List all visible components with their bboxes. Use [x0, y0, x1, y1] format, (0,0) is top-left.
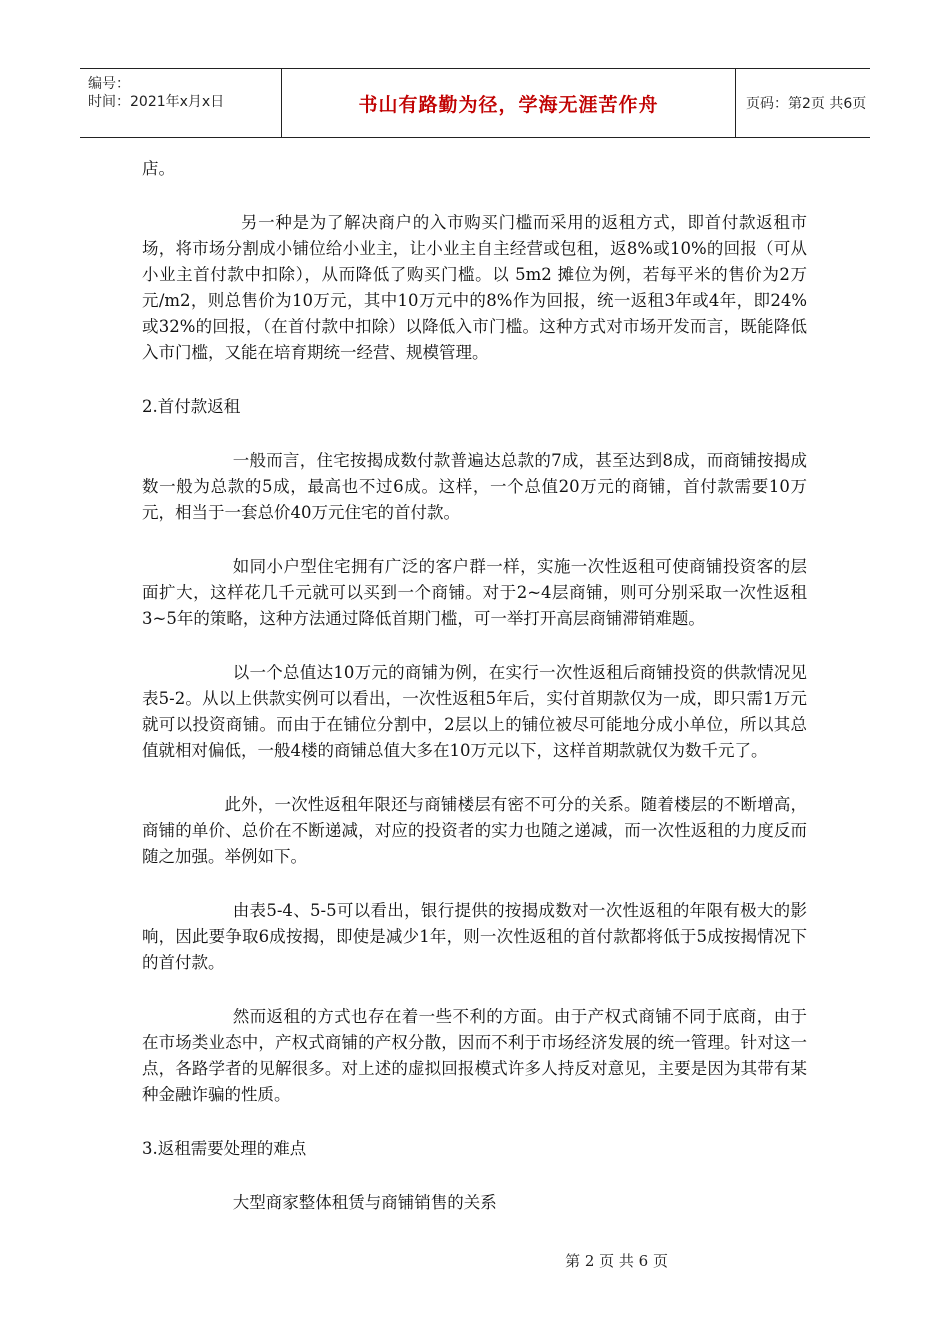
- page-header: [80, 68, 870, 138]
- number-label: 编号：: [88, 76, 130, 92]
- sub-heading: 大型商家整体租赁与商铺销售的关系: [232, 1193, 497, 1212]
- header-page-info: 页码：第2页 共6页: [746, 96, 867, 112]
- header-meta: [80, 69, 281, 137]
- paragraph: 另一种是为了解决商户的入市购买门槛而采用的返租方式，即首付款返租市场，将市场分割成小铺位给小业主，让小业主自主经营或包租，返8%或10%的回报（可从小业主首付款中扣除），从而降低了购买门槛。以 5m2 摊位为例，若每平米的售价为2万元/m2，则总售价为10万元，其中10万元中的8%作为回报，统一返租3年或4年，即24%或32%的回报，（在首付款中扣除）以降低入市门槛。这种方式对市场开发而言，既能降低入市门槛，又能在培育期统一经营、规模管理。: [142, 213, 807, 362]
- date-label: 时间：2021年x月x日: [88, 94, 225, 110]
- paragraph: 此外，一次性返租年限还与商铺楼层有密不可分的关系。随着楼层的不断增高，商铺的单价、总价在不断递减，对应的投资者的实力也随之递减，而一次性返租的力度反而随之加强。举例如下。: [142, 795, 807, 866]
- section-heading: 3.返租需要处理的难点: [142, 1139, 307, 1158]
- paragraph: 由表5-4、5-5可以看出，银行提供的按揭成数对一次性返租的年限有极大的影响，因此要争取6成按揭，即使是减少1年，则一次性返租的首付款都将低于5成按揭情况下的首付款。: [142, 901, 807, 972]
- section-heading: 2.首付款返租: [142, 397, 241, 416]
- page-footer: 第 2 页 共 6 页: [565, 1252, 668, 1270]
- header-motto: 书山有路勤为径，学海无涯苦作舟: [281, 69, 736, 137]
- paragraph: 然而返租的方式也存在着一些不利的方面。由于产权式商铺不同于底商，由于在市场类业态中，产权式商铺的产权分散，因而不利于市场经济发展的统一管理。针对这一点，各路学者的见解很多。对上述的虚拟回报模式许多人持反对意见，主要是因为其带有某种金融诈骗的性质。: [142, 1007, 807, 1104]
- paragraph-continuation: 店。: [142, 159, 175, 178]
- paragraph: 以一个总值达10万元的商铺为例，在实行一次性返租后商铺投资的供款情况见表5-2。从以上供款实例可以看出，一次性返租5年后，实付首期款仅为一成，即只需1万元就可以投资商铺。而由于在铺位分割中，2层以上的铺位被尽可能地分成小单位，所以其总值就相对偏低，一般4楼的商铺总值大多在10万元以下，这样首期款就仅为数千元了。: [142, 663, 807, 760]
- paragraph: 一般而言，住宅按揭成数付款普遍达总款的7成，甚至达到8成，而商铺按揭成数一般为总款的5成，最高也不过6成。这样，一个总值20万元的商铺，首付款需要10万元，相当于一套总价40万元住宅的首付款。: [142, 451, 807, 522]
- document-body: [142, 156, 807, 1244]
- paragraph: 如同小户型住宅拥有广泛的客户群一样，实施一次性返租可使商铺投资客的层面扩大，这样花几千元就可以买到一个商铺。对于2~4层商铺，则可分别采取一次性返租3~5年的策略，这种方法通过降低首期门槛，可一举打开高层商铺滞销难题。: [142, 557, 807, 628]
